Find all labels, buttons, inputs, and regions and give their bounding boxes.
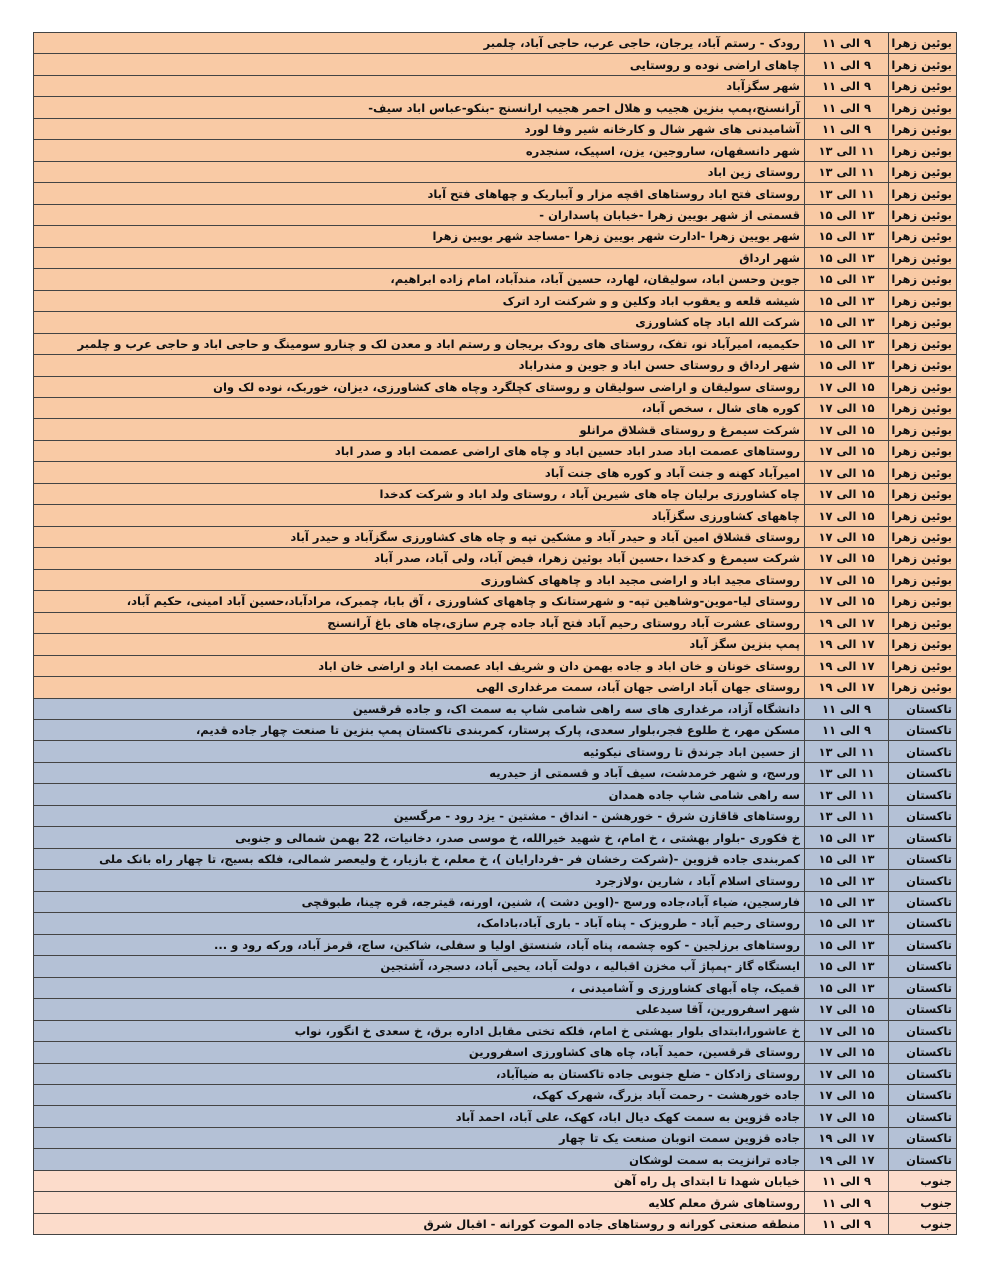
region-cell: بوئین زهرا bbox=[889, 483, 957, 504]
region-cell: بوئین زهرا bbox=[889, 161, 957, 182]
area-cell: فارسجین، ضیاء آباد،جاده ورسج -(اوین دشت )، شنین، اورنه، قیترجه، قره چینا، طبوقچی bbox=[34, 891, 805, 912]
area-cell: روستای زین اباد bbox=[34, 161, 805, 182]
time-cell: ۹ الی ۱۱ bbox=[805, 97, 889, 118]
time-cell: ۱۱ الی ۱۳ bbox=[805, 784, 889, 805]
time-cell: ۱۵ الی ۱۷ bbox=[805, 1042, 889, 1063]
region-cell: بوئین زهرا bbox=[889, 462, 957, 483]
region-cell: بوئین زهرا bbox=[889, 269, 957, 290]
time-cell: ۱۵ الی ۱۷ bbox=[805, 1084, 889, 1105]
area-cell: از حسین اباد جرندق تا روستای نیکوئیه bbox=[34, 741, 805, 762]
area-cell: جوین وحسن اباد، سولیقان، لهارد، حسین آباد، مندآباد، امام زاده ابراهیم، bbox=[34, 269, 805, 290]
time-cell: ۱۱ الی ۱۳ bbox=[805, 741, 889, 762]
region-cell: بوئین زهرا bbox=[889, 247, 957, 268]
area-cell: روستای زادکان - ضلع جنوبی جاده تاکستان به ضیاآباد، bbox=[34, 1063, 805, 1084]
region-cell: بوئین زهرا bbox=[889, 526, 957, 547]
time-cell: ۱۷ الی ۱۹ bbox=[805, 1127, 889, 1148]
area-cell: شهر اسفرورین، آقا سیدعلی bbox=[34, 999, 805, 1020]
outage-schedule-table bbox=[33, 32, 957, 1235]
area-cell: دانشگاه آزاد، مرغداری های سه راهی شامی شاپ به سمت اک، و جاده قرقسین bbox=[34, 698, 805, 719]
area-cell: خ فکوری -بلوار بهشتی ، خ امام، خ شهید خیرالله، خ موسی صدر، دخانیات، 22 بهمن شمالی و جنوبی bbox=[34, 827, 805, 848]
time-cell: ۱۳ الی ۱۵ bbox=[805, 870, 889, 891]
area-cell: روستای مجید اباد و اراضی مجید اباد و چاههای کشاورزی bbox=[34, 569, 805, 590]
region-cell: تاکستان bbox=[889, 999, 957, 1020]
table-row bbox=[34, 419, 957, 440]
table-row bbox=[34, 204, 957, 225]
time-cell: ۱۳ الی ۱۵ bbox=[805, 333, 889, 354]
time-cell: ۱۳ الی ۱۵ bbox=[805, 977, 889, 998]
region-cell: بوئین زهرا bbox=[889, 376, 957, 397]
time-cell: ۱۵ الی ۱۷ bbox=[805, 569, 889, 590]
area-cell: حکیمیه، امیرآباد نو، تفک، روستای های رودک بریجان و رستم اباد و معدن لک و چنارو سومینگ و حاجی اباد و حاجی عرب و چلمبر bbox=[34, 333, 805, 354]
table-row bbox=[34, 290, 957, 311]
region-cell: بوئین زهرا bbox=[889, 548, 957, 569]
time-cell: ۱۱ الی ۱۳ bbox=[805, 805, 889, 826]
table-row bbox=[34, 376, 957, 397]
time-cell: ۱۳ الی ۱۵ bbox=[805, 891, 889, 912]
time-cell: ۱۵ الی ۱۷ bbox=[805, 1106, 889, 1127]
table-row bbox=[34, 891, 957, 912]
time-cell: ۱۵ الی ۱۷ bbox=[805, 548, 889, 569]
region-cell: بوئین زهرا bbox=[889, 655, 957, 676]
region-cell: تاکستان bbox=[889, 1106, 957, 1127]
area-cell: شرکت سیمرغ و کدخدا ،حسین آباد بوئین زهرا، فیض آباد، ولی آباد، صدر آباد bbox=[34, 548, 805, 569]
table-row bbox=[34, 1149, 957, 1170]
table-row bbox=[34, 591, 957, 612]
area-cell: روستای عشرت آباد روستای رحیم آباد فتح آباد جاده چرم سازی،چاه های باغ آرانسنج bbox=[34, 612, 805, 633]
area-cell: جاده خورهشت - رحمت آباد بزرگ، شهرک کهک، bbox=[34, 1084, 805, 1105]
area-cell: روستاهای قاقازن شرق - خورهشن - انداق - مشتین - یزد رود - مرگسین bbox=[34, 805, 805, 826]
region-cell: تاکستان bbox=[889, 1042, 957, 1063]
region-cell: تاکستان bbox=[889, 956, 957, 977]
region-cell: بوئین زهرا bbox=[889, 440, 957, 461]
region-cell: بوئین زهرا bbox=[889, 75, 957, 96]
area-cell: جاده قزوین به سمت کهک دیال اباد، کهک، علی آباد، احمد آباد bbox=[34, 1106, 805, 1127]
table-row bbox=[34, 247, 957, 268]
region-cell: تاکستان bbox=[889, 762, 957, 783]
table-row bbox=[34, 762, 957, 783]
area-cell: آرانسنج،پمپ بنزین هجیب و هلال احمر هجیب ارانسنج -بنکو-عباس اباد سیف- bbox=[34, 97, 805, 118]
area-cell: روستای لیا-موین-وشاهین تپه- و شهرستانک و چاههای کشاورزی ، آق بابا، چمبرک، مرادآباد،حسین آباد امینی، حکیم آباد، bbox=[34, 591, 805, 612]
time-cell: ۱۳ الی ۱۵ bbox=[805, 269, 889, 290]
area-cell: جاده قزوین سمت اتوبان صنعت یک تا چهار bbox=[34, 1127, 805, 1148]
time-cell: ۱۱ الی ۱۳ bbox=[805, 140, 889, 161]
table-row bbox=[34, 1213, 957, 1234]
area-cell: شهر سگزآباد bbox=[34, 75, 805, 96]
region-cell: جنوب bbox=[889, 1213, 957, 1234]
time-cell: ۹ الی ۱۱ bbox=[805, 720, 889, 741]
area-cell: شرکت سیمرغ و روستای قشلاق مرانلو bbox=[34, 419, 805, 440]
table-row bbox=[34, 75, 957, 96]
region-cell: بوئین زهرا bbox=[889, 97, 957, 118]
area-cell: امیرآباد کهنه و جنت آباد و کوره های جنت آباد bbox=[34, 462, 805, 483]
table-row bbox=[34, 741, 957, 762]
region-cell: تاکستان bbox=[889, 913, 957, 934]
table-row bbox=[34, 333, 957, 354]
area-cell: خ عاشورا،ابتدای بلوار بهشتی خ امام، فلکه تختی مقابل اداره برق، خ سعدی خ انگور، نواب bbox=[34, 1020, 805, 1041]
time-cell: ۱۳ الی ۱۵ bbox=[805, 913, 889, 934]
area-cell: آشامیدنی های شهر شال و کارخانه شیر وفا لورد bbox=[34, 118, 805, 139]
region-cell: بوئین زهرا bbox=[889, 183, 957, 204]
table-row bbox=[34, 226, 957, 247]
region-cell: تاکستان bbox=[889, 698, 957, 719]
area-cell: شهر دانسفهان، ساروجین، یزن، اسپیک، سنجدره bbox=[34, 140, 805, 161]
area-cell: شهر ارداق bbox=[34, 247, 805, 268]
area-cell: روستای خونان و خان اباد و جاده بهمن دان و شریف اباد عصمت اباد و اراضی خان اباد bbox=[34, 655, 805, 676]
time-cell: ۱۵ الی ۱۷ bbox=[805, 526, 889, 547]
region-cell: تاکستان bbox=[889, 741, 957, 762]
region-cell: تاکستان bbox=[889, 1020, 957, 1041]
time-cell: ۱۱ الی ۱۳ bbox=[805, 161, 889, 182]
region-cell: تاکستان bbox=[889, 977, 957, 998]
table-row bbox=[34, 977, 957, 998]
area-cell: روستاهای عصمت اباد صدر اباد حسین اباد و چاه های اراضی عصمت اباد و صدر اباد bbox=[34, 440, 805, 461]
region-cell: بوئین زهرا bbox=[889, 204, 957, 225]
table-row bbox=[34, 312, 957, 333]
area-cell: ایستگاه گاز -پمپاژ آب مخزن اقبالیه ، دولت آباد، یحیی آباد، دسجرد، آشتجین bbox=[34, 956, 805, 977]
region-cell: بوئین زهرا bbox=[889, 355, 957, 376]
region-cell: تاکستان bbox=[889, 784, 957, 805]
area-cell: منطقه صنعتی کورانه و روستاهای جاده الموت کورانه - اقبال شرق bbox=[34, 1213, 805, 1234]
time-cell: ۱۷ الی ۱۹ bbox=[805, 634, 889, 655]
area-cell: کوره های شال ، سخص آباد، bbox=[34, 397, 805, 418]
time-cell: ۱۱ الی ۱۳ bbox=[805, 762, 889, 783]
time-cell: ۱۳ الی ۱۵ bbox=[805, 204, 889, 225]
table-row bbox=[34, 33, 957, 54]
table-row bbox=[34, 1192, 957, 1213]
region-cell: بوئین زهرا bbox=[889, 312, 957, 333]
time-cell: ۹ الی ۱۱ bbox=[805, 54, 889, 75]
area-cell: روستای فتح اباد روستاهای اقچه مزار و آبباریک و چهاهای فتح آباد bbox=[34, 183, 805, 204]
time-cell: ۱۵ الی ۱۷ bbox=[805, 999, 889, 1020]
table-row bbox=[34, 569, 957, 590]
area-cell: چاهای اراضی نوده و روستایی bbox=[34, 54, 805, 75]
table-row bbox=[34, 848, 957, 869]
area-cell: ورسج، و شهر خرمدشت، سیف آباد و قسمتی از حیدریه bbox=[34, 762, 805, 783]
area-cell: شیشه قلعه و یعقوب اباد وکلین و و شرکنت ارد اترک bbox=[34, 290, 805, 311]
region-cell: بوئین زهرا bbox=[889, 54, 957, 75]
time-cell: ۱۷ الی ۱۹ bbox=[805, 677, 889, 698]
time-cell: ۱۵ الی ۱۷ bbox=[805, 376, 889, 397]
region-cell: بوئین زهرا bbox=[889, 505, 957, 526]
time-cell: ۱۳ الی ۱۵ bbox=[805, 226, 889, 247]
region-cell: تاکستان bbox=[889, 1149, 957, 1170]
area-cell: خیابان شهدا تا ابتدای پل راه آهن bbox=[34, 1170, 805, 1191]
time-cell: ۱۱ الی ۱۳ bbox=[805, 183, 889, 204]
region-cell: بوئین زهرا bbox=[889, 634, 957, 655]
time-cell: ۱۵ الی ۱۷ bbox=[805, 419, 889, 440]
time-cell: ۹ الی ۱۱ bbox=[805, 118, 889, 139]
region-cell: بوئین زهرا bbox=[889, 33, 957, 54]
area-cell: شرکت الله اباد چاه کشاورزی bbox=[34, 312, 805, 333]
area-cell: روستای قشلاق امین آباد و حیدر آباد و مشکین تپه و چاه های کشاورزی سگزآباد و حیدر آباد bbox=[34, 526, 805, 547]
table-row bbox=[34, 483, 957, 504]
time-cell: ۱۳ الی ۱۵ bbox=[805, 848, 889, 869]
area-cell: شهر بویین زهرا -ادارت شهر بویین زهرا -مساجد شهر بویین زهرا bbox=[34, 226, 805, 247]
region-cell: تاکستان bbox=[889, 1127, 957, 1148]
area-cell: چاههای کشاورزی سگزآباد bbox=[34, 505, 805, 526]
region-cell: تاکستان bbox=[889, 827, 957, 848]
region-cell: جنوب bbox=[889, 1192, 957, 1213]
time-cell: ۱۷ الی ۱۹ bbox=[805, 655, 889, 676]
time-cell: ۱۷ الی ۱۹ bbox=[805, 1149, 889, 1170]
table-row bbox=[34, 1106, 957, 1127]
table-row bbox=[34, 934, 957, 955]
region-cell: تاکستان bbox=[889, 1084, 957, 1105]
time-cell: ۹ الی ۱۱ bbox=[805, 33, 889, 54]
time-cell: ۹ الی ۱۱ bbox=[805, 1170, 889, 1191]
table-row bbox=[34, 698, 957, 719]
time-cell: ۱۳ الی ۱۵ bbox=[805, 290, 889, 311]
area-cell: قسمتی از شهر بویین زهرا -خیابان پاسداران - bbox=[34, 204, 805, 225]
table-body bbox=[34, 33, 957, 1235]
table-row bbox=[34, 720, 957, 741]
region-cell: تاکستان bbox=[889, 934, 957, 955]
time-cell: ۱۵ الی ۱۷ bbox=[805, 462, 889, 483]
time-cell: ۹ الی ۱۱ bbox=[805, 1213, 889, 1234]
region-cell: بوئین زهرا bbox=[889, 226, 957, 247]
region-cell: تاکستان bbox=[889, 891, 957, 912]
area-cell: سه راهی شامی شاپ جاده همدان bbox=[34, 784, 805, 805]
table-row bbox=[34, 183, 957, 204]
area-cell: جاده ترانزیت به سمت لوشکان bbox=[34, 1149, 805, 1170]
table-row bbox=[34, 677, 957, 698]
region-cell: بوئین زهرا bbox=[889, 290, 957, 311]
table-row bbox=[34, 140, 957, 161]
table-row bbox=[34, 1170, 957, 1191]
time-cell: ۱۷ الی ۱۹ bbox=[805, 612, 889, 633]
time-cell: ۱۵ الی ۱۷ bbox=[805, 591, 889, 612]
time-cell: ۱۵ الی ۱۷ bbox=[805, 483, 889, 504]
table-row bbox=[34, 161, 957, 182]
time-cell: ۱۵ الی ۱۷ bbox=[805, 1020, 889, 1041]
region-cell: بوئین زهرا bbox=[889, 569, 957, 590]
table-row bbox=[34, 956, 957, 977]
region-cell: جنوب bbox=[889, 1170, 957, 1191]
area-cell: مسکن مهر، خ طلوع فجر،بلوار سعدی، پارک پرستار، کمربندی تاکستان پمپ بنزین تا صنعت چهار جاده قدیم، bbox=[34, 720, 805, 741]
region-cell: بوئین زهرا bbox=[889, 591, 957, 612]
table-row bbox=[34, 1063, 957, 1084]
time-cell: ۱۳ الی ۱۵ bbox=[805, 827, 889, 848]
table-row bbox=[34, 269, 957, 290]
area-cell: روستای قرقسین، حمید آباد، چاه های کشاورزی اسفرورین bbox=[34, 1042, 805, 1063]
time-cell: ۱۵ الی ۱۷ bbox=[805, 397, 889, 418]
region-cell: تاکستان bbox=[889, 870, 957, 891]
table-row bbox=[34, 1127, 957, 1148]
time-cell: ۱۵ الی ۱۷ bbox=[805, 505, 889, 526]
table-row bbox=[34, 1084, 957, 1105]
region-cell: بوئین زهرا bbox=[889, 140, 957, 161]
table-row bbox=[34, 827, 957, 848]
area-cell: قمیک، چاه آبهای کشاورزی و آشامیدنی ، bbox=[34, 977, 805, 998]
table-row bbox=[34, 526, 957, 547]
table-row bbox=[34, 1042, 957, 1063]
area-cell: کمربندی جاده قزوین -(شرکت رخشان فر -فردارایان )، خ معلم، خ بازیار، خ ولیعصر شمالی، فلکه بسیج، تا چهار راه بانک ملی bbox=[34, 848, 805, 869]
area-cell: روستاهای برزلجین - کوه چشمه، پناه آباد، شنستق اولیا و سفلی، شاکین، ساج، قرمز آباد، ورکه رود و ... bbox=[34, 934, 805, 955]
area-cell: روستای سولیقان و اراضی سولیقان و روستای کچلگرد وچاه های کشاورزی، دیزان، خوربک، نوده لک وان bbox=[34, 376, 805, 397]
table-row bbox=[34, 870, 957, 891]
time-cell: ۱۳ الی ۱۵ bbox=[805, 956, 889, 977]
time-cell: ۱۵ الی ۱۷ bbox=[805, 1063, 889, 1084]
region-cell: بوئین زهرا bbox=[889, 397, 957, 418]
time-cell: ۱۳ الی ۱۵ bbox=[805, 355, 889, 376]
time-cell: ۱۳ الی ۱۵ bbox=[805, 312, 889, 333]
time-cell: ۱۵ الی ۱۷ bbox=[805, 440, 889, 461]
area-cell: پمپ بنزین سگز آباد bbox=[34, 634, 805, 655]
region-cell: بوئین زهرا bbox=[889, 419, 957, 440]
table-row bbox=[34, 97, 957, 118]
table-row bbox=[34, 440, 957, 461]
table-row bbox=[34, 784, 957, 805]
area-cell: روستاهای شرق معلم کلایه bbox=[34, 1192, 805, 1213]
time-cell: ۹ الی ۱۱ bbox=[805, 1192, 889, 1213]
region-cell: تاکستان bbox=[889, 848, 957, 869]
time-cell: ۱۳ الی ۱۵ bbox=[805, 934, 889, 955]
region-cell: تاکستان bbox=[889, 720, 957, 741]
table-row bbox=[34, 655, 957, 676]
area-cell: روستای اسلام آباد ، شارین ،ولازجرد bbox=[34, 870, 805, 891]
table-row bbox=[34, 999, 957, 1020]
table-row bbox=[34, 548, 957, 569]
time-cell: ۹ الی ۱۱ bbox=[805, 75, 889, 96]
table-row bbox=[34, 118, 957, 139]
region-cell: بوئین زهرا bbox=[889, 333, 957, 354]
area-cell: روستای جهان آباد اراضی جهان آباد، سمت مرغداری الهی bbox=[34, 677, 805, 698]
area-cell: روستای رحیم آباد - طرویزک - پناه آباد - باری آباد،بادامک، bbox=[34, 913, 805, 934]
area-cell: رودک - رستم آباد، یرجان، حاجی عرب، حاجی آباد، چلمبر bbox=[34, 33, 805, 54]
time-cell: ۹ الی ۱۱ bbox=[805, 698, 889, 719]
table-row bbox=[34, 805, 957, 826]
table-row bbox=[34, 462, 957, 483]
table-row bbox=[34, 1020, 957, 1041]
area-cell: شهر ارداق و روستای حسن اباد و جوین و مندراباد bbox=[34, 355, 805, 376]
table-row bbox=[34, 913, 957, 934]
region-cell: بوئین زهرا bbox=[889, 118, 957, 139]
table-row bbox=[34, 505, 957, 526]
table-row bbox=[34, 397, 957, 418]
table-row bbox=[34, 612, 957, 633]
region-cell: بوئین زهرا bbox=[889, 677, 957, 698]
region-cell: تاکستان bbox=[889, 805, 957, 826]
table-row bbox=[34, 355, 957, 376]
region-cell: بوئین زهرا bbox=[889, 612, 957, 633]
region-cell: تاکستان bbox=[889, 1063, 957, 1084]
time-cell: ۱۳ الی ۱۵ bbox=[805, 247, 889, 268]
area-cell: چاه کشاورزی برلیان چاه های شیرین آباد ، روستای ولد اباد و شرکت کدخدا bbox=[34, 483, 805, 504]
table-row bbox=[34, 634, 957, 655]
table-row bbox=[34, 54, 957, 75]
